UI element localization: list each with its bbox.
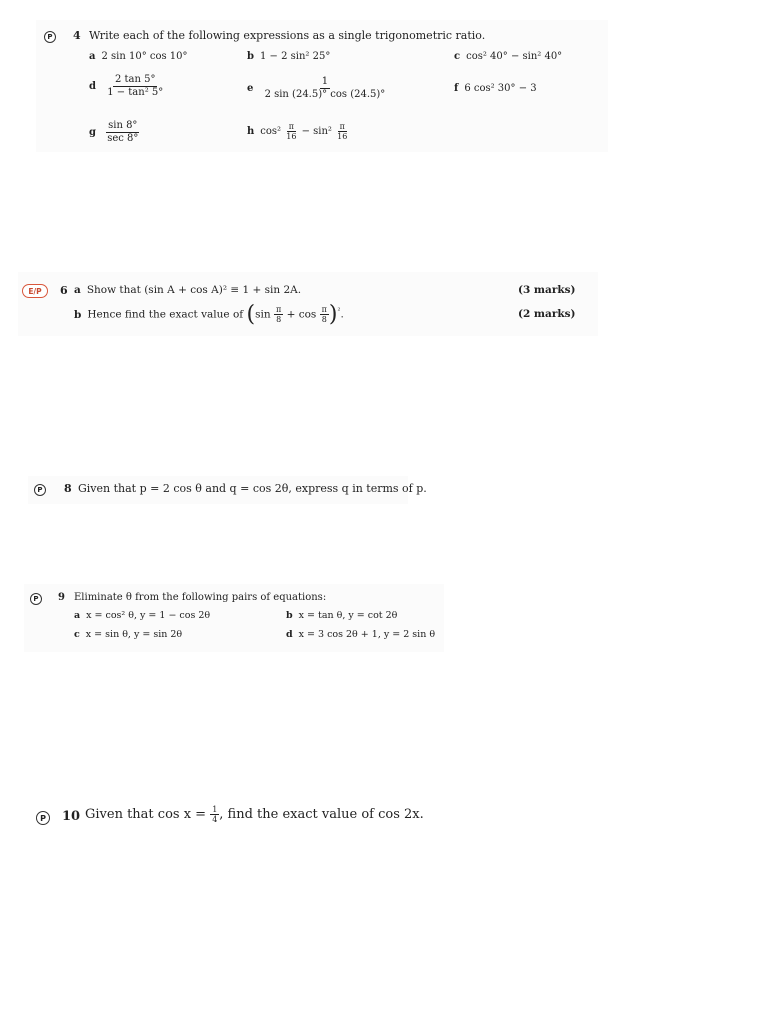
part-d: d x = 3 cos 2θ + 1, y = 2 sin θ xyxy=(286,629,436,640)
question-number: 8 xyxy=(64,482,72,495)
question-number: 10 xyxy=(62,809,81,824)
exam-problem-badge: E/P xyxy=(22,284,48,298)
question-prompt: Write each of the following expressions as a single trigonometric ratio. xyxy=(89,29,486,42)
part-c: c x = sin θ, y = sin 2θ xyxy=(74,629,183,640)
part-g: g $\frac{\sin 8^\circ}{\sec 8^\circ}$ xyxy=(89,120,139,144)
problem-solving-badge: P xyxy=(36,811,50,825)
part-e: e $\frac{1}{2 \sin (24.5)^\circ \cos (24.5)^\circ}$ xyxy=(247,76,386,100)
marks-label: (3 marks) xyxy=(518,284,576,296)
part-b: b Hence find the exact value of (sin $\frac{\pi}{8}$ + cos $\frac{\pi}{8}$ )$^{^2}$. xyxy=(74,302,344,327)
problem-solving-badge: P xyxy=(34,484,46,496)
question-number: 6 xyxy=(60,284,68,297)
problem-solving-badge: P xyxy=(44,31,56,43)
problem-solving-badge: P xyxy=(30,593,42,605)
part-a: a x = cos² θ, y = 1 − cos 2θ xyxy=(74,610,211,621)
question-prompt: Eliminate θ from the following pairs of equations: xyxy=(74,592,327,603)
part-f: f 6 cos² 30° − 3 xyxy=(454,83,537,94)
part-c: c cos² 40° − sin² 40° xyxy=(454,51,563,62)
question-number: 4 xyxy=(73,29,81,42)
question-text: Given that p = 2 cos θ and q = cos 2θ, express q in terms of p. xyxy=(78,482,427,495)
part-h: h cos² $\frac{\pi}{16}$ − sin² $\frac{\pi}{16}$ xyxy=(247,122,348,142)
part-b: b 1 − 2 sin² 25° xyxy=(247,51,331,62)
marks-label: (2 marks) xyxy=(518,308,576,320)
question-text: Given that cos x = $\frac{1}{4}$ , find the exact value of cos 2x. xyxy=(85,805,424,825)
part-a: a 2 sin 10° cos 10° xyxy=(89,51,188,62)
part-d: d $\frac{2 \tan 5^\circ}{\text{1 − tan² 5°}}$ xyxy=(89,74,164,98)
question-number: 9 xyxy=(58,592,65,603)
part-a: a Show that (sin A + cos A)² ≡ 1 + sin 2A. xyxy=(74,284,302,296)
part-b: b x = tan θ, y = cot 2θ xyxy=(286,610,398,621)
